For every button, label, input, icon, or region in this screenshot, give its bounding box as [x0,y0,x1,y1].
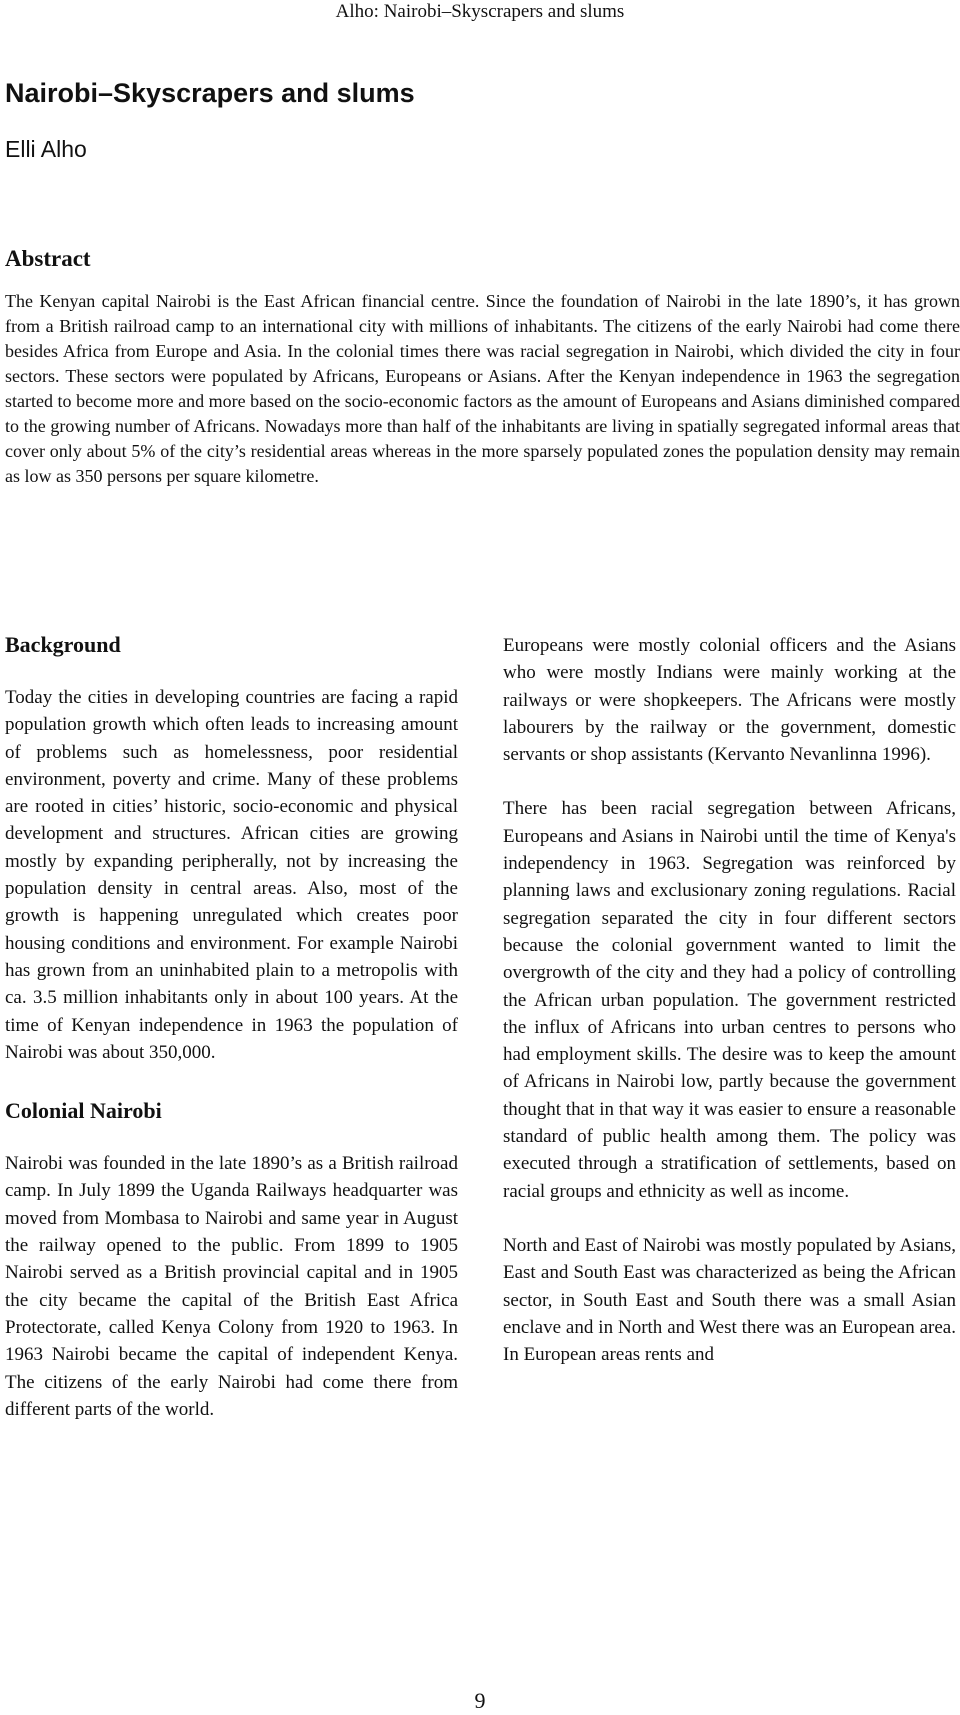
colonial-nairobi-heading: Colonial Nairobi [5,1098,162,1124]
abstract-text: The Kenyan capital Nairobi is the East African financial centre. Since the foundation of Nairobi in the late 1890’s, it has grown from a British railroad camp to an international city with millions of inhabitants. The citizens of the early Nairobi had come there besides Africa from Europe and Asia. In the colonial times there was racial segregation in Nairobi, which divided the city in four sectors. These sectors were populated by Africans, Europeans or Asians. After the Kenyan independence in 1963 the segregation started to become more and more based on the socio-economic factors as the amount of Europeans and Asians diminished compared to the growing number of Africans. Nowadays more than half of the inhabitants are living in spatially segregated informal areas that cover only about 5% of the city’s residential areas whereas in the more sparsely populated zones the population density may remain as low as 350 persons per square kilometre. [5,291,960,486]
background-paragraph: Today the cities in developing countries are facing a rapid population growth which often leads to increasing amount of problems such as homelessness, poor residential environment, poverty and crime. Many of these problems are rooted in cities’ historic, socio-economic and physical development and structures. African cities are growing mostly by expanding peripherally, not by increasing the population density in central areas. Also, most of the growth is happening unregulated which creates poor housing conditions and environment. For example Nairobi has grown from an uninhabited plain to a metropolis with ca. 3.5 million inhabitants only in about 100 years. At the time of Kenyan independence in 1963 the population of Nairobi was about 350,000. [5,687,458,1063]
left-column [5,630,458,1423]
page-number: 9 [474,1688,486,1713]
running-head: Alho: Nairobi–Skyscrapers and slums [335,1,625,22]
body-paragraph: North and East of Nairobi was mostly populated by Asians, East and South East was characterized as being the African sector, in South East and South there was a small Asian enclave and in North and West there was an European area. In European areas rents and [503,1234,956,1366]
author-name: Elli Alho [5,136,87,162]
paper-title: Nairobi–Skyscrapers and slums [5,78,415,108]
colonial-nairobi-paragraph: Nairobi was founded in the late 1890’s as a British railroad camp. In July 1899 the Uganda Railways headquarter was moved from Mombasa to Nairobi and same year in August the railway opened to the public. From 1899 to 1905 Nairobi served as a British provincial capital and in 1905 the city became the capital of the British East Africa Protectorate, called Kenya Colony from 1920 to 1963. In 1963 Nairobi became the capital of independent Kenya. The citizens of the early Nairobi had come there from different parts of the world. [5,1153,458,1420]
body-paragraph: There has been racial segregation between Africans, Europeans and Asians in Nairobi until the time of Kenya's independency in 1963. Segregation was reinforced by planning laws and exclusionary zoning regulations. Racial segregation separated the city in four different sectors because the colonial government wanted to limit the overgrowth of the city and they had a policy of controlling the African urban population. The government restricted the influx of Africans into urban centres to persons who had employment skills. The desire was to keep the amount of Africans in Nairobi low, partly because the government thought that in that way it was easier to ensure a reasonable standard of public health among them. The policy was executed through a stratification of settlements, based on racial groups and ethnicity as well as income. [503,798,956,1202]
body-paragraph: Europeans were mostly colonial officers and the Asians who were mostly Indians were mainly working at the railways or were shopkeepers. The Africans were mostly labourers by the railway or the government, domestic servants or shop assistants (Kervanto Nevanlinna 1996). [503,635,956,766]
background-heading: Background [5,632,121,657]
right-column [503,632,956,1368]
abstract-heading: Abstract [5,246,91,271]
